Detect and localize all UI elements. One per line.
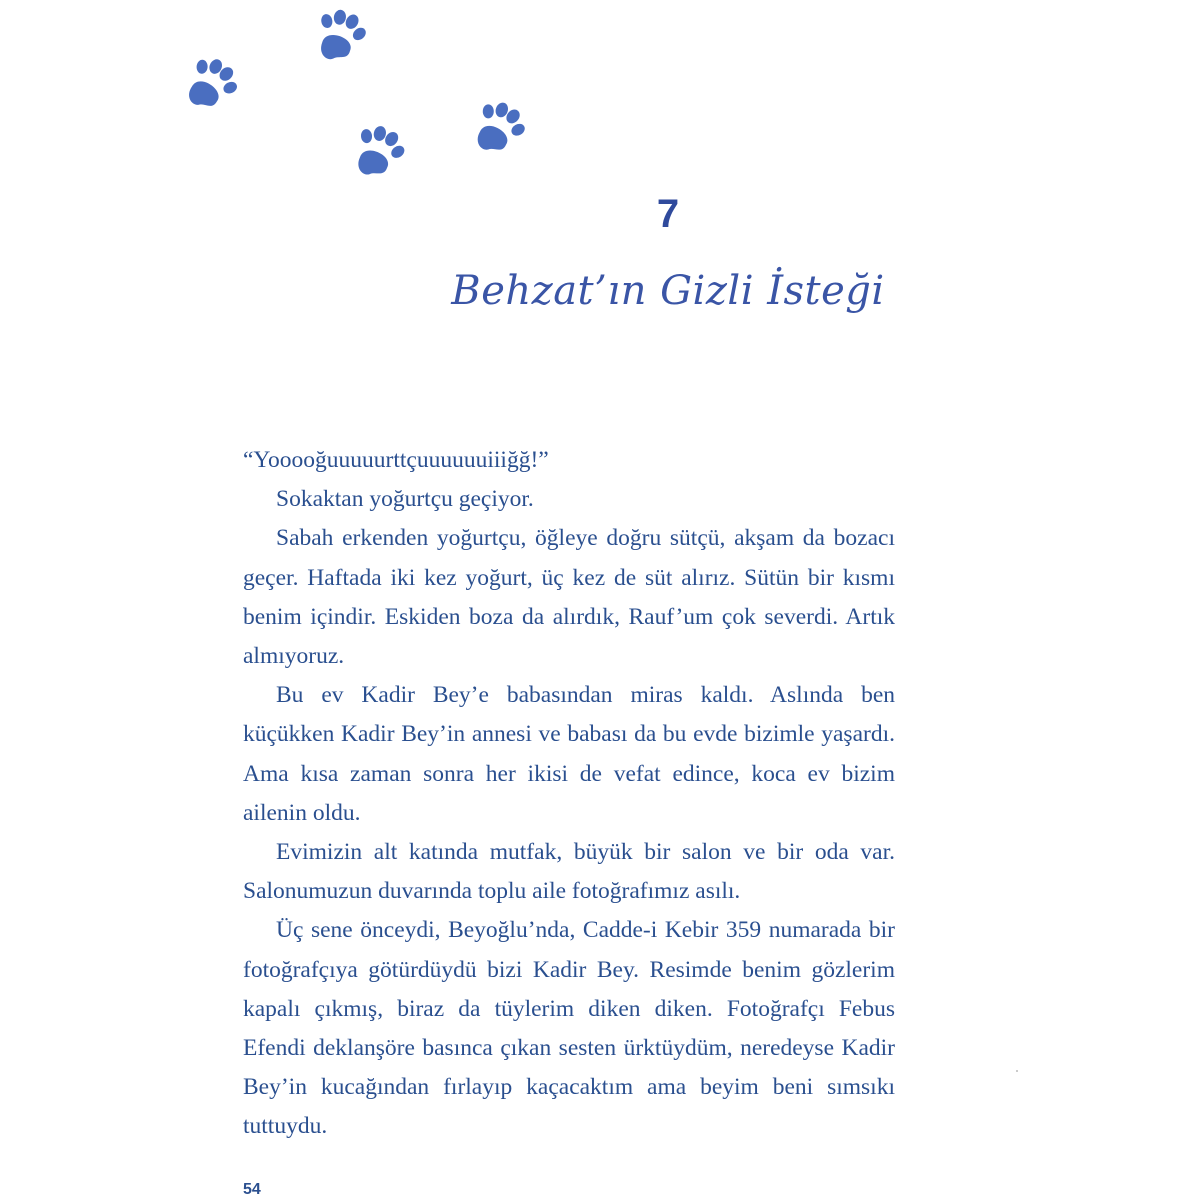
- paragraph: Bu ev Kadir Bey’e babasından miras kaldı. Aslında ben küçükken Kadir Bey’in annesi ve babası da bu evde bizimle yaşardı. Ama kısa zaman sonra her ikisi de vefat edince, koca ev bizim ailenin oldu.: [243, 682, 895, 826]
- paw-print-icon: [298, 0, 378, 80]
- paw-print-icon: [456, 92, 536, 172]
- paw-print-icon: [168, 48, 248, 128]
- paw-prints-decoration: [0, 0, 1200, 200]
- page-number: 54: [243, 1181, 261, 1198]
- chapter-number: 7: [656, 192, 680, 236]
- paragraph: Sabah erkenden yoğurtçu, öğleye doğru sütçü, akşam da bozacı geçer. Haftada iki kez yoğurt, üç kez de süt alırız. Sütün bir kısmı benim içindir. Eskiden boza da alırdık, Rauf’um çok severdi. Artık almıyoruz.: [243, 525, 895, 670]
- paragraph: Evimizin alt katında mutfak, büyük bir salon ve bir oda var. Salonumuzun duvarında toplu aile fotoğrafımız asılı.: [243, 839, 895, 905]
- chapter-body: [243, 441, 895, 1147]
- print-speck: [1016, 1070, 1018, 1072]
- chapter-title: Behzat’ın Gizli İsteği: [451, 268, 885, 314]
- paragraph: Üç sene önceydi, Beyoğlu’nda, Cadde-i Kebir 359 numarada bir fotoğrafçıya götürdüydü bizi Kadir Bey. Resimde benim gözlerim kapalı çıkmış, biraz da tüylerim diken diken. Fotoğrafçı Febus Efendi deklanşöre basınca çıkan sesten ürktüydüm, neredeyse Kadir Bey’in kucağından fırlayıp kaçacaktım ama beyim beni sımsıkı tuttuydu.: [243, 917, 895, 1140]
- paragraph: “Yoooоğuuuuurttçuuuuuuiiiğğ!”: [243, 447, 549, 473]
- paragraph: Sokaktan yoğurtçu geçiyor.: [276, 486, 534, 513]
- paw-print-icon: [336, 116, 416, 196]
